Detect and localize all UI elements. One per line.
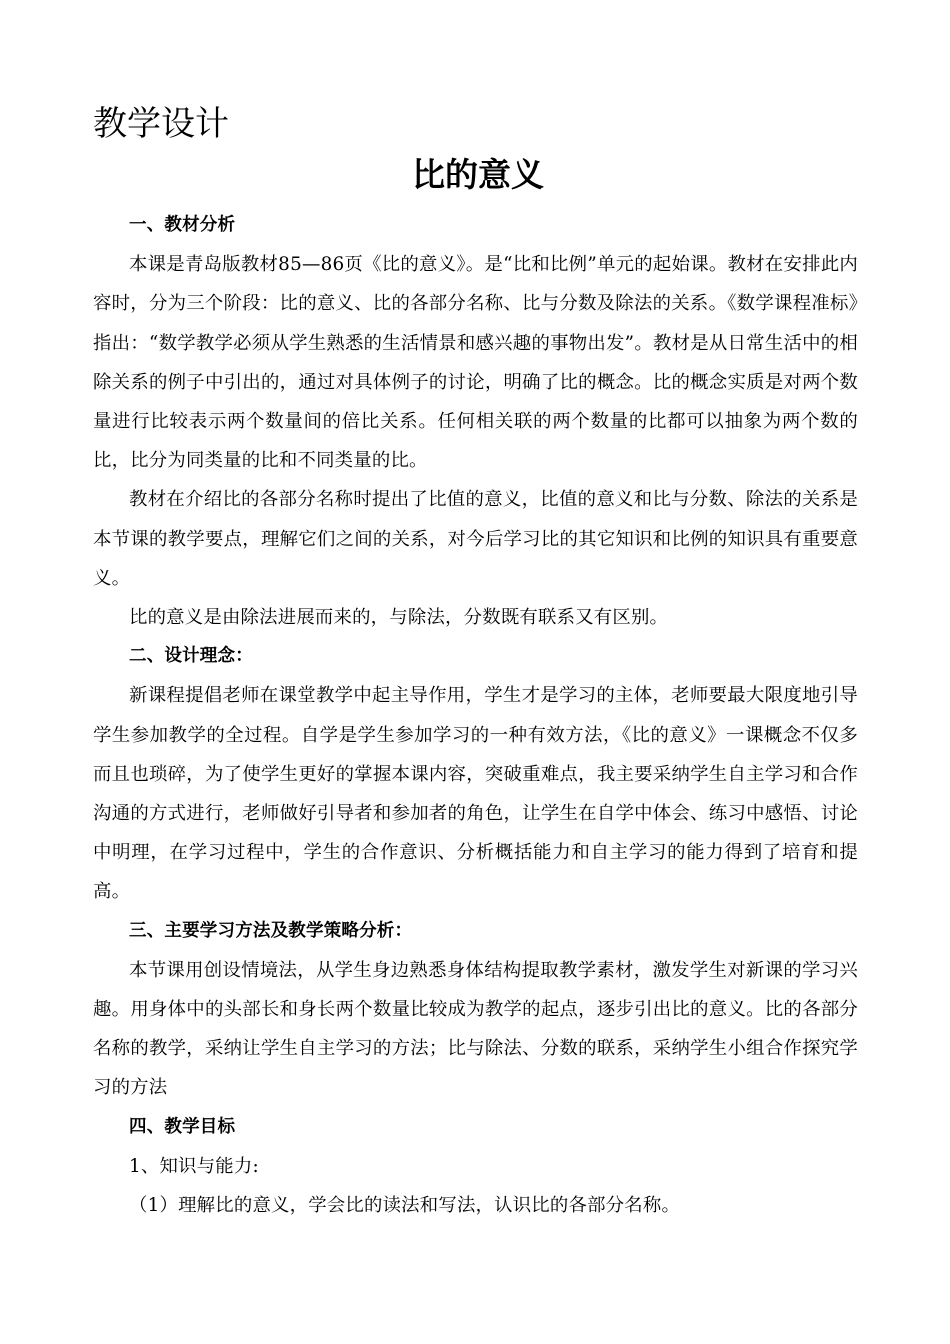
document-title: 比的意义: [412, 155, 544, 194]
paragraph: 本节课用创设情境法，从学生身边熟悉身体结构提取教学素材，激发学生对新课的学习兴趣。用身体中的头部长和身长两个数量比较成为教学的起点，逐步引出比的意义。比的各部分名称的教学，采纳让学生自主学习的方法；比与除法、分数的联系，采纳学生小组合作探究学习的方法: [93, 959, 858, 1099]
paragraph: 教材在介绍比的各部分名称时提出了比值的意义，比值的意义和比与分数、除法的关系是本节课的教学要点，理解它们之间的关系，对今后学习比的其它知识和比例的知识具有重要意义。: [93, 489, 858, 589]
section-heading-learning-methods: 三、主要学习方法及教学策略分析：: [129, 920, 413, 941]
document-heading: 教学设计: [93, 104, 229, 144]
list-item: （1）理解比的意义，学会比的读法和写法，认识比的各部分名称。: [129, 1195, 681, 1217]
section-heading-textbook-analysis: 一、教材分析: [129, 215, 236, 235]
paragraph: 比的意义是由除法进展而来的，与除法，分数既有联系又有区别。: [129, 607, 669, 629]
paragraph: 新课程提倡老师在课堂教学中起主导作用，学生才是学习的主体，老师要最大限度地引导学生参加教学的全过程。自学是学生参加学习的一种有效方法，《比的意义》一课概念不仅多而且也琐碎，为了使学生更好的掌握本课内容，突破重难点，我主要采纳学生自主学习和合作沟通的方式进行，老师做好引导者和参加者的角色，让学生在自学中体会、练习中感悟、讨论中明理，在学习过程中，学生的合作意识、分析概括能力和自主学习的能力得到了培育和提高。: [93, 685, 858, 903]
section-heading-design-concept: 二、设计理念：: [129, 646, 253, 667]
document-body: [93, 206, 858, 1225]
paragraph: 本课是青岛版教材85—86页《比的意义》。是“比和比例”单元的起始课。教材在安排此内容时，分为三个阶段：比的意义、比的各部分名称、比与分数及除法的关系。《数学课程准标》指出：“数学教学必须从学生熟悉的生活情景和感兴趣的事物出发”。教材是从日常生活中的相除关系的例子中引出的，通过对具体例子的讨论，明确了比的概念。比的概念实质是对两个数量进行比较表示两个数量间的倍比关系。任何相关联的两个数量的比都可以抽象为两个数的比，比分为同类量的比和不同类量的比。: [93, 254, 858, 472]
list-item: 1、知识与能力:: [129, 1155, 259, 1177]
section-heading-teaching-objectives: 四、教学目标: [129, 1116, 236, 1137]
